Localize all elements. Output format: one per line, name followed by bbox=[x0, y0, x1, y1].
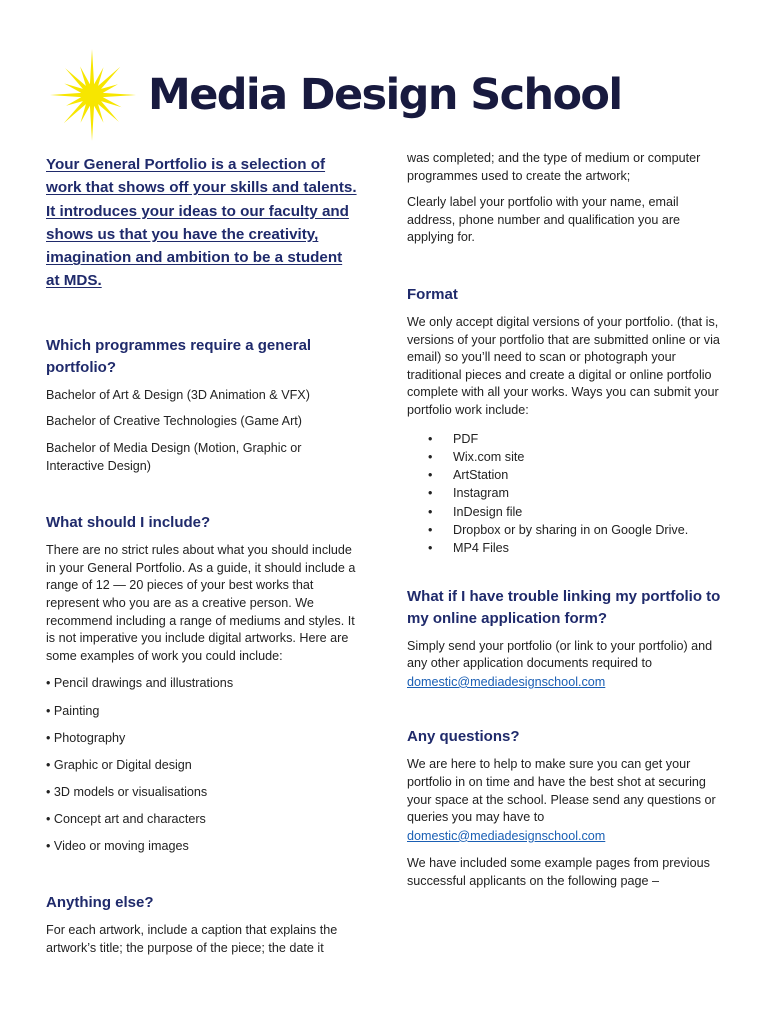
bullet-icon: • bbox=[428, 468, 433, 483]
programme-item: Bachelor of Media Design (Motion, Graphic or Interactive Design) bbox=[46, 440, 302, 473]
format-list-item: • Dropbox or by sharing in on Google Drive. bbox=[407, 521, 725, 539]
left-column bbox=[46, 150, 358, 957]
format-list-item: • Instagram bbox=[407, 484, 725, 502]
format-heading: Format bbox=[407, 285, 458, 303]
bullet-icon: • bbox=[428, 431, 433, 446]
list-item: • Painting bbox=[46, 703, 100, 718]
right-column bbox=[407, 150, 725, 891]
bullet-icon: • bbox=[428, 449, 433, 464]
bullet-icon: • bbox=[428, 504, 433, 519]
format-paragraph: We only accept digital versions of your portfolio. (that is, versions of your portfolio that are submitted online or via email) so you’ll need to scan or photograph your traditional pieces and create a digital or online portfolio complete with all your works. Ways you can submit your portfolio work include: bbox=[407, 314, 720, 417]
list-item: • Concept art and characters bbox=[46, 812, 206, 827]
list-item: • Graphic or Digital design bbox=[46, 757, 192, 772]
anything-else-heading: Anything else? bbox=[46, 894, 154, 912]
programmes-heading: Which programmes require a general portfolio? bbox=[46, 336, 312, 376]
closing-paragraph: We have included some example pages from previous successful applicants on the following page – bbox=[407, 856, 710, 888]
starburst-logo-icon bbox=[44, 42, 140, 146]
logo-wordmark: Media Design School bbox=[148, 70, 622, 120]
format-list-item: • InDesign file bbox=[407, 503, 725, 521]
trouble-paragraph: Simply send your portfolio (or link to your portfolio) and any other application documents required to bbox=[407, 638, 713, 671]
bullet-icon: • bbox=[428, 541, 433, 556]
format-list-item: • ArtStation bbox=[407, 466, 725, 484]
questions-paragraph: We are here to help to make sure you can get your portfolio in on time and have the best shot at securing your space at the school. Please send any questions or queries you may have to bbox=[407, 757, 716, 825]
caption-paragraph: For each artwork, include a caption that explains the artwork’s title; the purpose of the piece; the date it bbox=[46, 923, 338, 955]
email-link[interactable]: domestic@mediadesignschool.com bbox=[407, 828, 606, 843]
programme-item: Bachelor of Creative Technologies (Game Art) bbox=[46, 414, 302, 429]
header bbox=[44, 42, 744, 152]
email-link[interactable]: domestic@mediadesignschool.com bbox=[407, 674, 606, 689]
format-list bbox=[407, 430, 725, 558]
list-item: • Photography bbox=[46, 730, 126, 745]
intro-statement: Your General Portfolio is a selection of work that shows off your skills and talents. It introduces your ideas to our faculty and shows us that you have the creativity, imagination and ambition to be a student at MDS. bbox=[46, 156, 357, 290]
include-paragraph: There are no strict rules about what you should include in your General Portfolio. As a guide, it should include a range of 12 — 20 pieces of your best works that represent who you are as a creative person. We recommend including a range of mediums and styles. It is not imperative you include digital artworks. Here are some examples of work you could include: bbox=[46, 543, 356, 663]
format-list-item: • PDF bbox=[407, 430, 725, 448]
label-paragraph: Clearly label your portfolio with your name, email address, phone number and qualification you are applying for. bbox=[407, 195, 681, 245]
questions-heading: Any questions? bbox=[407, 728, 520, 746]
bullet-icon: • bbox=[428, 486, 433, 501]
list-item: • Video or moving images bbox=[46, 839, 189, 854]
bullet-icon: • bbox=[428, 523, 433, 538]
trouble-heading: What if I have trouble linking my portfolio to my online application form? bbox=[407, 587, 721, 627]
programme-item: Bachelor of Art & Design (3D Animation & VFX) bbox=[46, 387, 310, 402]
format-list-item: • MP4 Files bbox=[407, 539, 725, 557]
continued-paragraph: was completed; and the type of medium or computer programmes used to create the artwork; bbox=[407, 151, 701, 183]
include-heading: What should I include? bbox=[46, 514, 211, 532]
list-item: • 3D models or visualisations bbox=[46, 785, 208, 800]
list-item: • Pencil drawings and illustrations bbox=[46, 676, 234, 691]
format-list-item: • Wix.com site bbox=[407, 448, 725, 466]
